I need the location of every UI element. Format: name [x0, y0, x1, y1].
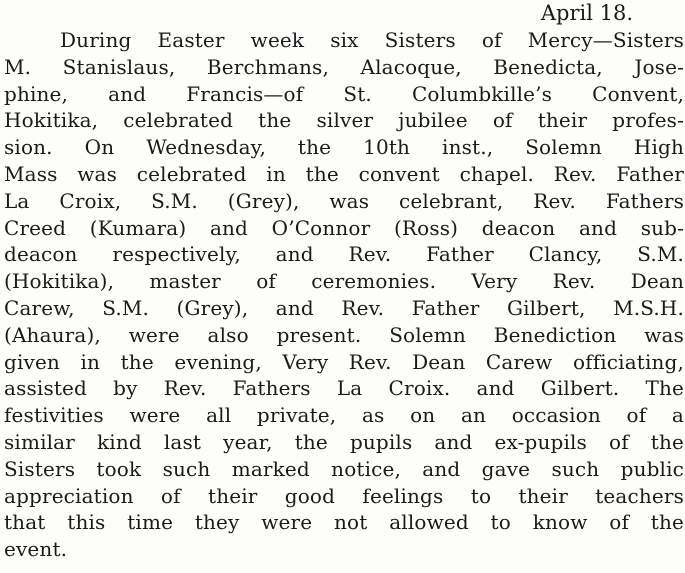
article-line: phine, and Francis—of St. Columbkille’s Convent, [4, 81, 684, 106]
article-line: deacon respectively, and Rev. Father Clancy, S.M. [4, 242, 684, 267]
article-line: similar kind last year, the pupils and ex-pupils of the [4, 429, 684, 454]
article-line: (Hokitika), master of ceremonies. Very Rev. Dean [4, 269, 684, 294]
article-line: event. [4, 537, 68, 562]
article-line: appreciation of their good feelings to their teachers [4, 483, 684, 508]
article-line: festivities were all private, as on an occasion of a [4, 403, 684, 428]
article-line: Mass was celebrated in the convent chapel. Rev. Father [4, 161, 684, 186]
article-line: (Ahaura), were also present. Solemn Benediction was [4, 322, 684, 347]
article-line: Sisters took such marked notice, and gave such public [4, 456, 684, 481]
article-line: sion. On Wednesday, the 10th inst., Solemn High [4, 135, 684, 160]
article-line: La Croix, S.M. (Grey), was celebrant, Rev. Fathers [4, 188, 684, 213]
article-line: given in the evening, Very Rev. Dean Carew officiating, [4, 349, 684, 374]
article-line: M. Stanislaus, Berchmans, Alacoque, Benedicta, Jose- [4, 54, 684, 79]
article-line: that this time they were not allowed to know of the [4, 510, 684, 535]
dateline: April 18. [540, 1, 633, 25]
article-line: assisted by Rev. Fathers La Croix. and Gilbert. The [4, 376, 684, 401]
article-line: During Easter week six Sisters of Mercy—Sisters [60, 28, 684, 52]
article-line: Hokitika, celebrated the silver jubilee of their profes- [4, 108, 684, 133]
article-line: Creed (Kumara) and O’Connor (Ross) deacon and sub- [4, 215, 684, 240]
article-body [4, 27, 684, 563]
article-line: Carew, S.M. (Grey), and Rev. Father Gilbert, M.S.H. [4, 295, 684, 320]
